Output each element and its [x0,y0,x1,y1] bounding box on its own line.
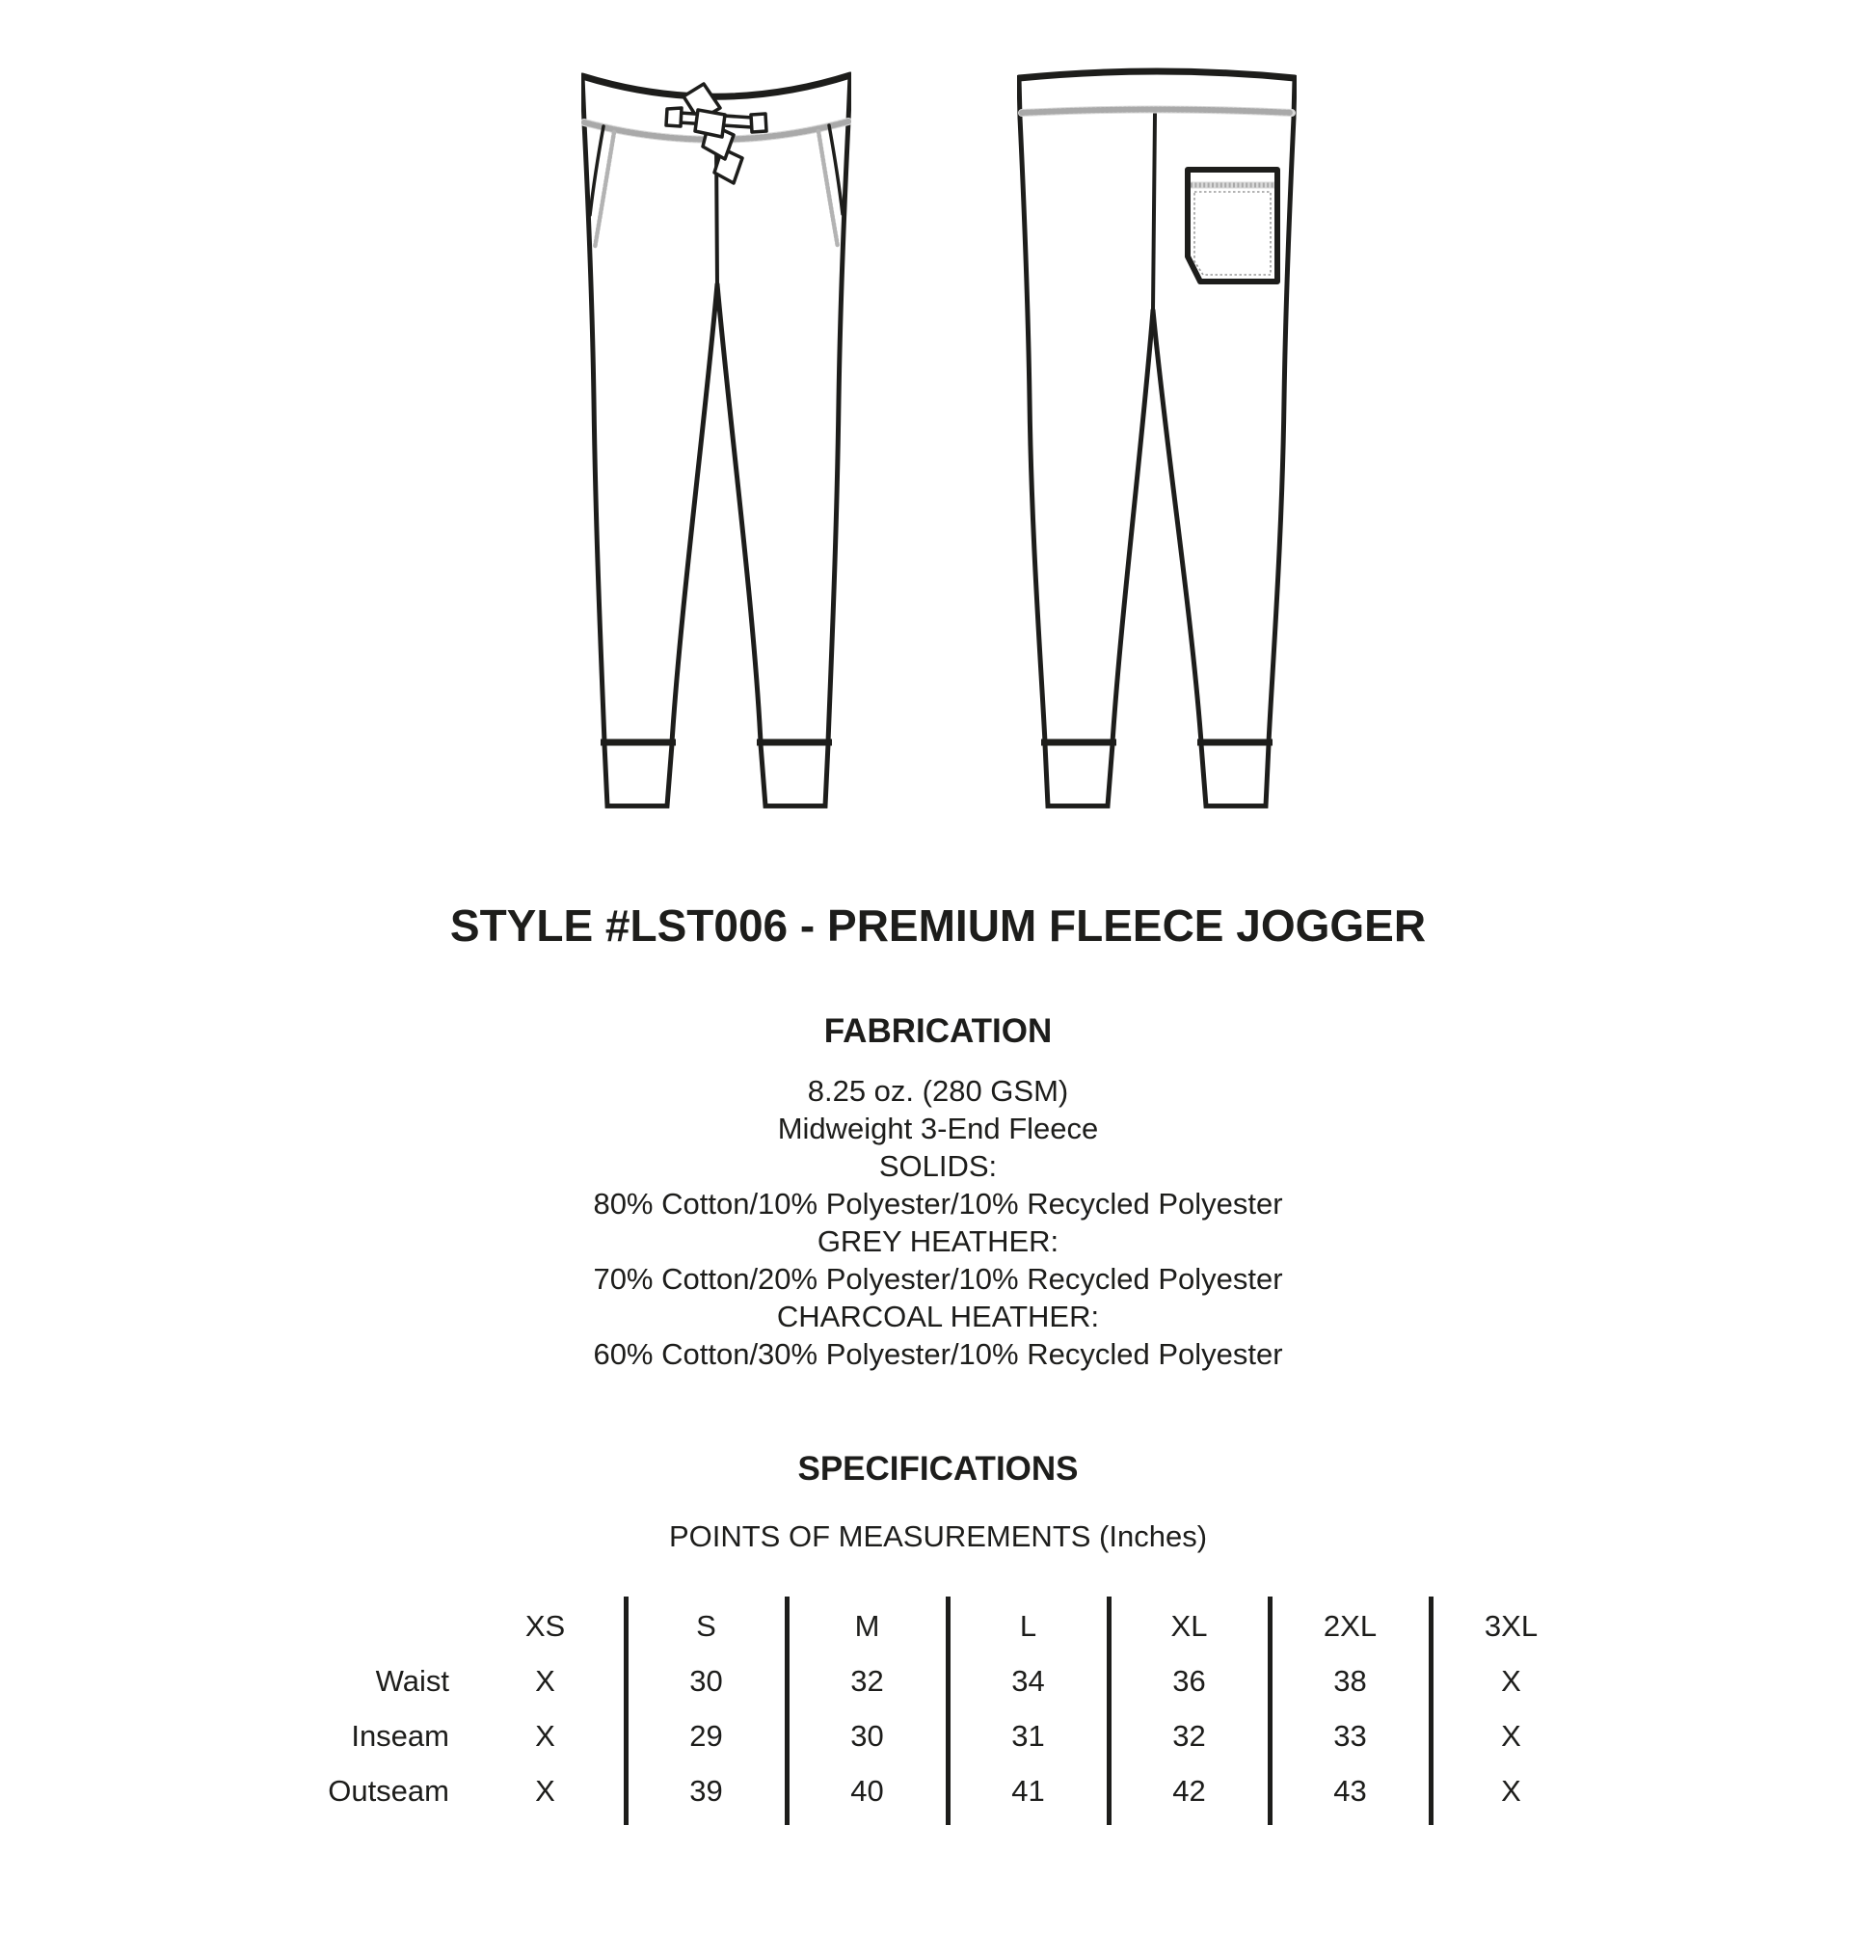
front-waistband-top [582,75,850,96]
waist-s: 30 [689,1664,723,1698]
front-left-cuff [604,744,672,806]
column-divider [624,1597,629,1825]
fabrication-charcoal-heather-content: 60% Cotton/30% Polyester/10% Recycled Polyester [593,1337,1283,1371]
column-divider [1107,1597,1112,1825]
row-label-outseam: Outseam [328,1774,449,1808]
outseam-2xl: 43 [1333,1774,1367,1808]
inseam-xs: X [535,1719,555,1753]
page-title: STYLE #LST006 - PREMIUM FLEECE JOGGER [449,900,1427,951]
outseam-xl: 42 [1172,1774,1206,1808]
back-left-cuff [1045,744,1112,806]
column-divider [1268,1597,1273,1825]
header-spacer [318,1598,465,1653]
waist-3xl: X [1501,1664,1521,1698]
outseam-xs: X [535,1774,555,1808]
measurements-table [318,1598,1592,1818]
measurements-subheading: POINTS OF MEASUREMENTS (Inches) [668,1519,1208,1553]
back-patch-pocket [1188,170,1277,282]
front-right-inseam [717,284,761,742]
column-header-3xl: 3XL [1484,1609,1539,1643]
back-waistband-stitch [1022,110,1292,114]
row-label-waist: Waist [375,1664,449,1698]
jogger-front-view-drawing [581,67,851,819]
front-right-pocket-stitch [818,131,838,247]
front-left-inseam [672,284,717,742]
fabrication-solids-content: 80% Cotton/10% Polyester/10% Recycled Polyester [593,1187,1283,1221]
back-right-inseam [1153,310,1201,742]
waist-m: 32 [850,1664,884,1698]
inseam-s: 29 [689,1719,723,1753]
row-label-inseam: Inseam [351,1719,449,1753]
fabrication-fleece-type: Midweight 3-End Fleece [777,1112,1099,1145]
fabrication-grey-heather-label: GREY HEATHER: [817,1224,1059,1258]
fabrication-charcoal-heather-label: CHARCOAL HEATHER: [776,1300,1100,1333]
front-body-lines [582,75,850,806]
back-right-cuff [1201,744,1269,806]
outseam-s: 39 [689,1774,723,1808]
inseam-2xl: 33 [1333,1719,1367,1753]
fabrication-weight: 8.25 oz. (280 GSM) [807,1074,1069,1108]
column-divider [1429,1597,1434,1825]
inseam-m: 30 [850,1719,884,1753]
back-left-outseam [1020,118,1045,742]
outseam-m: 40 [850,1774,884,1808]
front-waistband-left-edge [582,76,584,122]
fabrication-heading: FABRICATION [823,1012,1053,1050]
inseam-l: 31 [1011,1719,1045,1753]
bow-right-aglet [751,114,766,132]
waist-xl: 36 [1172,1664,1206,1698]
waist-l: 34 [1011,1664,1045,1698]
outseam-l: 41 [1011,1774,1045,1808]
column-header-s: S [696,1609,716,1643]
waist-2xl: 38 [1333,1664,1367,1698]
inseam-xl: 32 [1172,1719,1206,1753]
column-header-xs: XS [524,1609,566,1643]
fabrication-details [0,1072,1876,1373]
back-waistband-top [1019,71,1295,78]
column-divider [785,1597,790,1825]
column-divider [946,1597,951,1825]
column-header-m: M [854,1609,880,1643]
fabrication-solids-label: SOLIDS: [878,1149,998,1183]
outseam-3xl: X [1501,1774,1521,1808]
fabrication-grey-heather-content: 70% Cotton/20% Polyester/10% Recycled Polyester [593,1262,1283,1296]
jogger-back-view-drawing [1017,67,1297,819]
back-center-seam [1153,114,1155,310]
waist-xs: X [535,1664,555,1698]
inseam-3xl: X [1501,1719,1521,1753]
column-header-l: L [1019,1609,1037,1643]
front-right-cuff [761,744,828,806]
column-header-xl: XL [1170,1609,1208,1643]
front-waistband-right-edge [848,75,850,121]
bow-left-aglet [666,108,682,126]
back-left-inseam [1112,310,1153,742]
specifications-heading: SPECIFICATIONS [797,1450,1079,1488]
bow-knot [695,110,725,137]
column-header-2xl: 2XL [1323,1609,1378,1643]
